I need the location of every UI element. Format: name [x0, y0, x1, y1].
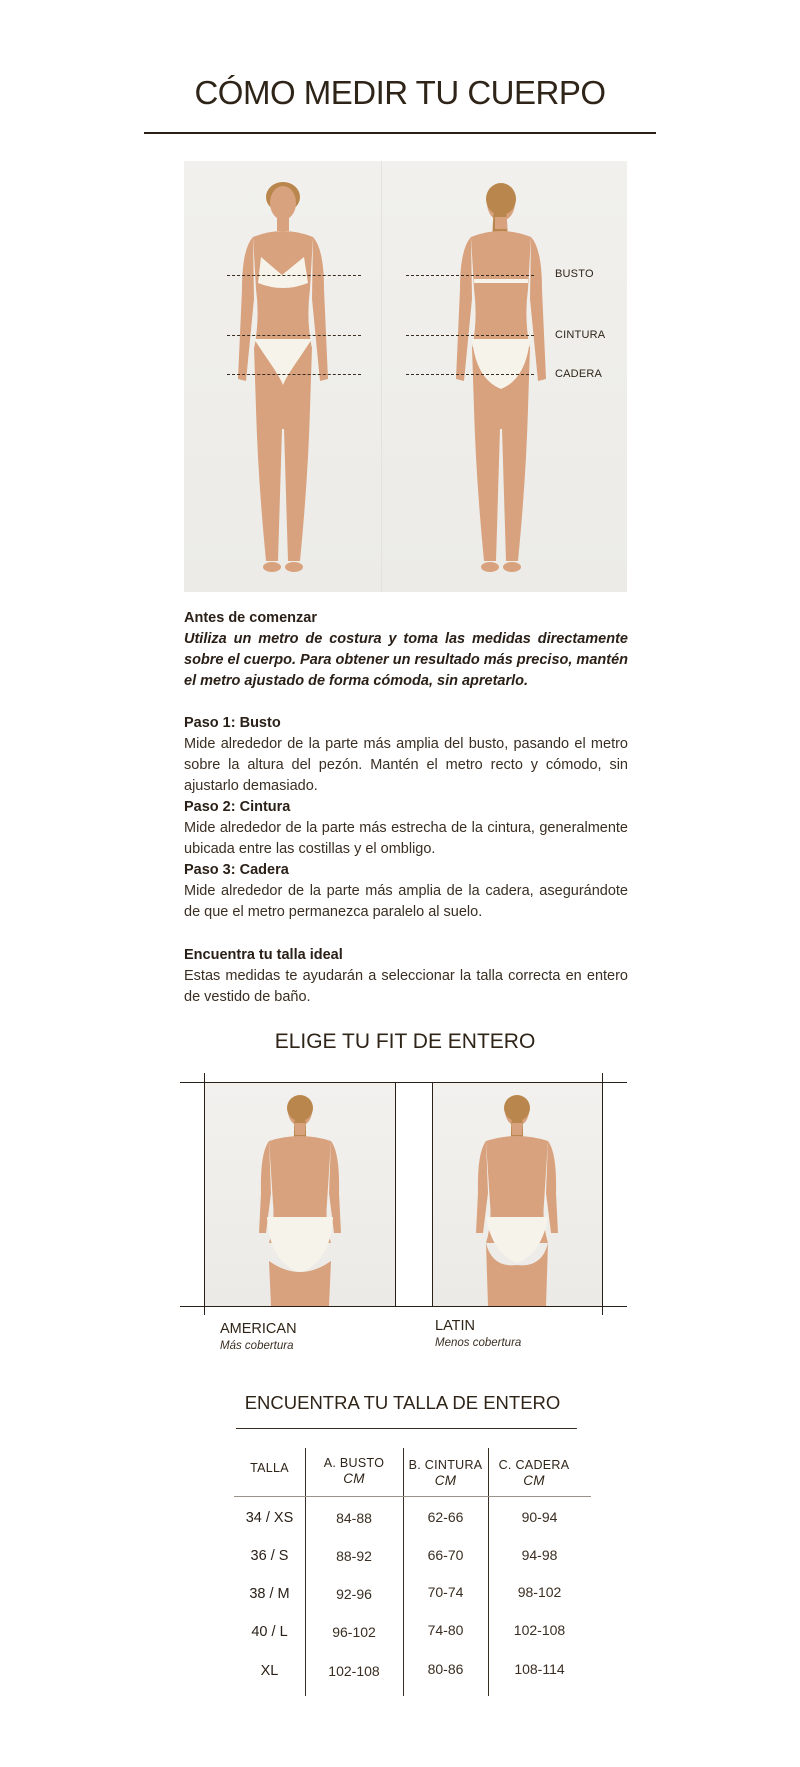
intro-heading: Antes de comenzar: [184, 610, 317, 626]
size-title-divider: [236, 1428, 577, 1429]
cadera-label: CADERA: [555, 368, 603, 380]
fit-photo-latin-border: [432, 1083, 433, 1306]
row-3-talla: 40 / L: [251, 1624, 288, 1640]
busto-label: BUSTO: [555, 268, 594, 280]
step-1-text: Mide alrededor de la parte más amplia del busto, pasando el metro sobre la altura del pezón. Mantén el metro recto y cómodo, sin ajustarlo demasiado.: [184, 736, 628, 794]
header-cadera-unit: CM: [523, 1473, 545, 1488]
fit-american-name: AMERICAN: [220, 1321, 297, 1337]
row-1-talla: 36 / S: [250, 1548, 289, 1564]
header-busto-label: A. BUSTO: [323, 1456, 385, 1470]
page-title: CÓMO MEDIR TU CUERPO: [194, 74, 606, 111]
ideal-heading: Encuentra tu talla ideal: [184, 947, 343, 963]
title-divider: [144, 132, 656, 134]
row-2-cintura: 70-74: [427, 1584, 464, 1600]
row-1-cadera: 94-98: [521, 1547, 558, 1563]
header-cintura: [403, 1458, 488, 1488]
cadera-line-front: [227, 374, 361, 375]
step-3-heading: Paso 3: Cadera: [184, 862, 289, 878]
step-3-text: Mide alrededor de la parte más amplia de la cadera, asegurándote de que el metro permanezca paralelo al suelo.: [184, 883, 628, 920]
row-3-cadera: 102-108: [513, 1622, 566, 1638]
row-2-busto: 92-96: [336, 1586, 372, 1602]
row-4-talla: XL: [260, 1663, 279, 1679]
fit-frame-bottom: [180, 1306, 627, 1307]
cintura-label: CINTURA: [555, 329, 606, 341]
photo-split: [381, 161, 382, 592]
row-2-talla: 38 / M: [249, 1586, 290, 1602]
row-3-cintura: 74-80: [427, 1622, 464, 1638]
row-0-talla: 34 / XS: [245, 1510, 294, 1526]
header-cintura-unit: CM: [434, 1473, 457, 1488]
row-4-cadera: 108-114: [514, 1661, 565, 1677]
fit-latin-desc: Menos cobertura: [435, 1337, 522, 1349]
header-busto: [305, 1456, 403, 1486]
row-4-busto: 102-108: [328, 1663, 380, 1679]
header-cadera: [488, 1458, 580, 1488]
american-back-figure: [255, 1093, 345, 1306]
row-3-busto: 96-102: [332, 1624, 376, 1640]
busto-line-back: [406, 275, 534, 276]
fit-frame-right: [602, 1073, 603, 1315]
measurement-photo: [184, 161, 627, 592]
fit-latin-name: LATIN: [435, 1318, 476, 1334]
latin-back-figure: [472, 1093, 562, 1306]
row-0-cadera: 90-94: [521, 1509, 558, 1525]
row-1-busto: 88-92: [336, 1548, 372, 1564]
model-back-figure: [446, 179, 556, 579]
fit-photo-american[interactable]: [205, 1083, 395, 1306]
size-table-title: ENCUENTRA TU TALLA DE ENTERO: [244, 1392, 561, 1413]
cadera-line-back: [406, 374, 534, 375]
busto-line-front: [227, 275, 361, 276]
intro-section: [184, 608, 628, 692]
step-2-text: Mide alrededor de la parte más estrecha de la cintura, generalmente ubicada entre las costillas y el ombligo.: [184, 820, 628, 857]
header-talla-label: TALLA: [250, 1461, 289, 1475]
header-cintura-label: B. CINTURA: [408, 1458, 483, 1472]
header-talla: [234, 1461, 305, 1475]
cintura-line-back: [406, 335, 534, 336]
fit-american-desc: Más cobertura: [220, 1340, 294, 1352]
fit-photo-american-border: [395, 1083, 396, 1306]
ideal-text: Estas medidas te ayudarán a seleccionar la talla correcta en entero de vestido de baño.: [184, 968, 628, 1005]
cintura-line-front: [227, 335, 361, 336]
row-2-cadera: 98-102: [517, 1584, 562, 1600]
ideal-section: [184, 945, 628, 1008]
steps-section: [184, 713, 628, 923]
row-0-busto: 84-88: [336, 1510, 372, 1526]
header-cadera-label: C. CADERA: [498, 1458, 570, 1472]
step-1-heading: Paso 1: Busto: [184, 715, 281, 731]
table-header-rule: [234, 1496, 591, 1497]
row-4-cintura: 80-86: [427, 1661, 464, 1677]
model-front-figure: [228, 179, 338, 579]
fit-photo-latin[interactable]: [432, 1083, 602, 1306]
step-2-heading: Paso 2: Cintura: [184, 799, 291, 815]
fit-title: ELIGE TU FIT DE ENTERO: [274, 1030, 536, 1053]
row-1-cintura: 66-70: [427, 1547, 464, 1563]
row-0-cintura: 62-66: [427, 1509, 464, 1525]
header-busto-unit: CM: [343, 1471, 365, 1486]
intro-text: Utiliza un metro de costura y toma las medidas directamente sobre el cuerpo. Para obtener un resultado más preciso, mantén el metro ajustado de forma cómoda, sin apretarlo.: [184, 631, 628, 689]
